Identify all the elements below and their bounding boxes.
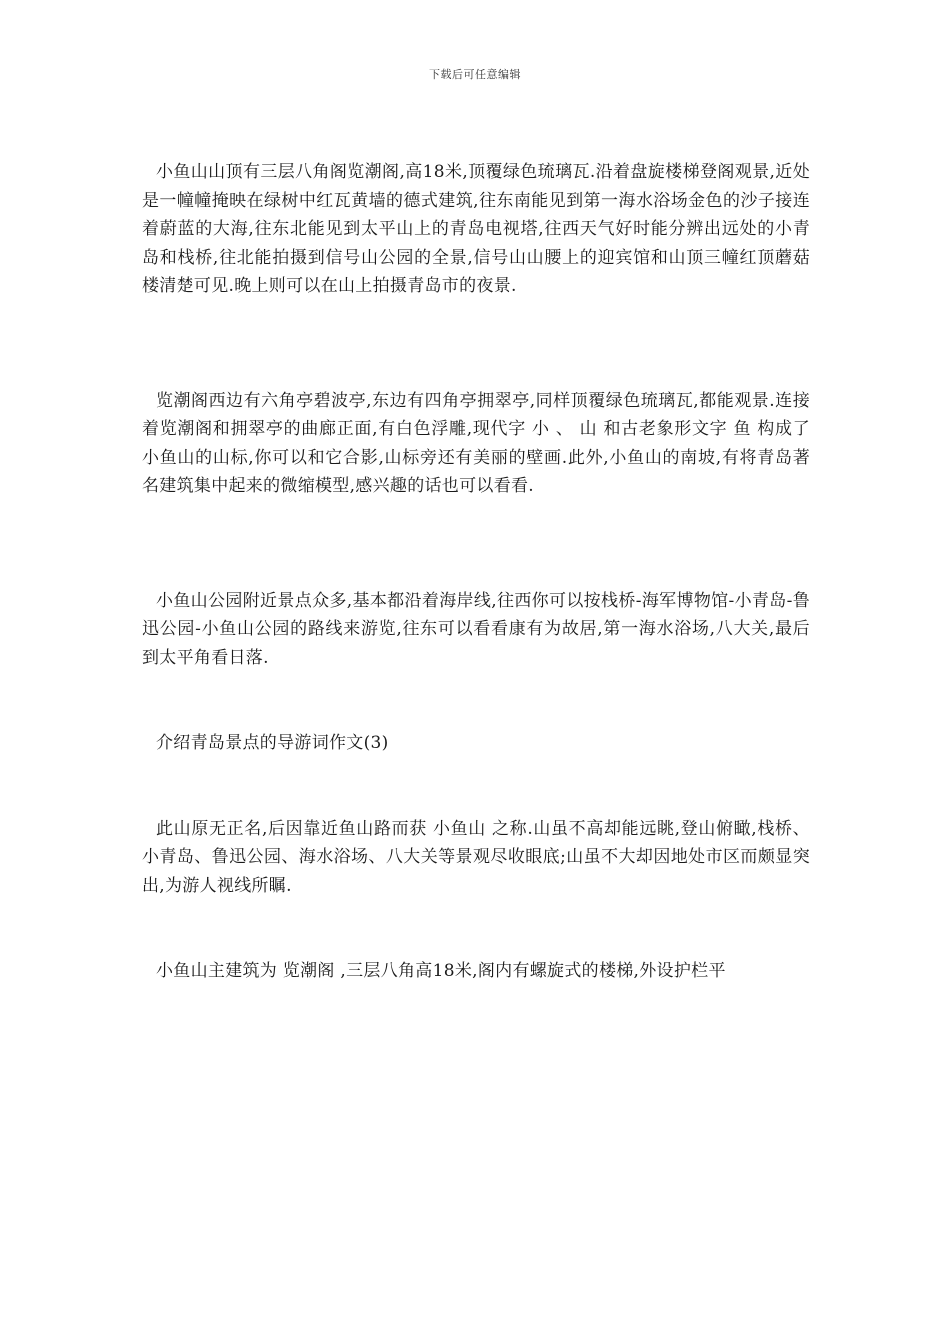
- paragraph-mountain-name: 此山原无正名,后因靠近鱼山路而获 小鱼山 之称.山虽不高却能远眺,登山俯瞰,栈桥、小青岛、鲁迅公园、海水浴场、八大关等景观尽收眼底;山虽不大却因地处市区而颇显突出,为游人视线所瞩.: [142, 818, 810, 896]
- document-body: [142, 158, 810, 986]
- header-note: 下载后可任意编辑: [429, 68, 521, 81]
- paragraph-spacer: [142, 301, 810, 387]
- paragraph-lanchao-pavilion: 小鱼山山顶有三层八角阁览潮阁,高18米,顶覆绿色琉璃瓦.沿着盘旋楼梯登阁观景,近处是一幢幢掩映在绿树中红瓦黄墙的德式建筑,往东南能见到第一海水浴场金色的沙子接连着蔚蓝的大海,往东北能见到太平山上的青岛电视塔,往西天气好时能分辨出远处的小青岛和栈桥,往北能拍摄到信号山公园的全景,信号山山腰上的迎宾馆和山顶三幢红顶蘑菇楼清楚可见.晚上则可以在山上拍摄青岛市的夜景.: [142, 162, 810, 296]
- paragraph-spacer: [142, 900, 810, 957]
- paragraph-main-building: 小鱼山主建筑为 览潮阁 ,三层八角高18米,阁内有螺旋式的楼梯,外设护栏平: [156, 961, 726, 981]
- paragraph-spacer: [142, 672, 810, 729]
- paragraph-spacer: [142, 758, 810, 815]
- paragraph-spacer: [142, 501, 810, 587]
- section-heading: 介绍青岛景点的导游词作文(3): [156, 733, 389, 753]
- paragraph-nearby-attractions: 小鱼山公园附近景点众多,基本都沿着海岸线,往西你可以按栈桥-海军博物馆-小青岛-鲁迅公园-小鱼山公园的路线来游览,往东可以看看康有为故居,第一海水浴场,八大关,最后到太平角看日落.: [142, 590, 810, 668]
- paragraph-pavilions-east-west: 览潮阁西边有六角亭碧波亭,东边有四角亭拥翠亭,同样顶覆绿色琉璃瓦,都能观景.连接着览潮阁和拥翠亭的曲廊正面,有白色浮雕,现代字 小 、 山 和古老象形文字 鱼 构成了小鱼山的山标,你可以和它合影,山标旁还有美丽的壁画.此外,小鱼山的南坡,有将青岛著名建筑集中起来的微缩模型,感兴趣的话也可以看看.: [142, 390, 810, 496]
